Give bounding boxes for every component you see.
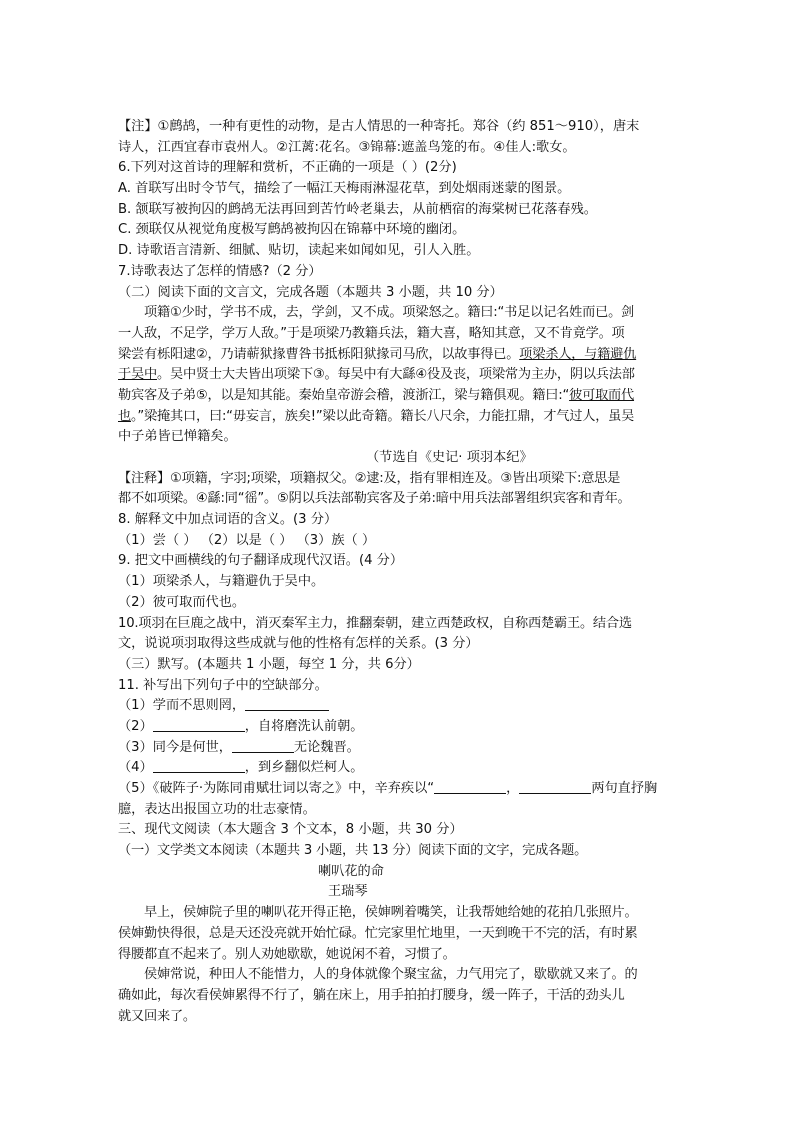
story-title: 喇叭花的命 <box>318 863 384 879</box>
question-8-stem: 8. 解释文中加点词语的含义。(3 分） <box>118 512 338 528</box>
answer-blank[interactable] <box>519 779 591 794</box>
underlined-sentence-1a: 项梁杀人，与籍避仇 <box>519 346 637 362</box>
underlined-sentence-2a: 彼可取而代 <box>569 387 635 403</box>
question-6-option-a: A. 首联写出时令节气，描绘了一幅江天梅雨淋湿花草，到处烟雨迷蒙的图景。 <box>118 181 571 197</box>
passage-line-4 <box>118 365 678 386</box>
question-11-item-5-text: （5）《破阵子·为陈同甫赋壮词以寄之》中，辛弃疾以“ <box>118 781 435 796</box>
question-6-option-c: C. 颈联仅从视觉角度极写鹧鸪被拘囚在锦幕中环境的幽闭。 <box>118 222 466 238</box>
passage-line-4-text: 。吴中贤士大夫皆出项梁下③。每吴中有大繇④役及丧，项梁常为主办，阴以兵法部 <box>156 367 635 383</box>
passage-line-5 <box>118 386 678 407</box>
question-11-stem: 11. 补写出下列句子中的空缺部分。 <box>118 677 328 693</box>
answer-blank[interactable] <box>245 696 329 711</box>
passage-line-6-text: 。”梁掩其口，曰:“毋妄言，族矣!”梁以此奇籍。籍长八尺余，力能扛鼎，才气过人，虽吴 <box>131 408 635 424</box>
question-9-sentence-1: （1）项梁杀人，与籍避仇于吴中。 <box>118 574 325 590</box>
question-8-items: （1）尝（ ） （2）以是（ ） （3）族（ ） <box>118 532 376 548</box>
question-11-item-3 <box>118 738 678 759</box>
story-p1-line-1: 早上，侯婶院子里的喇叭花开得正艳，侯婶咧着嘴笑，让我帮她给她的花拍几张照片。 <box>144 905 638 921</box>
story-p2-line-2: 确如此，每次看侯婶累得不行了，躺在床上，用手拍拍打腰身，缓一阵子，干活的劲头儿 <box>118 987 625 1003</box>
passage-line-7: 中子弟皆已惮籍矣。 <box>118 429 237 445</box>
question-11-item-1-text: （1）学而不思则罔， <box>118 698 246 714</box>
question-11-item-4-text: ，到乡翻似烂柯人。 <box>244 760 364 776</box>
question-6-option-b: B. 颔联写被拘囚的鹧鸪无法再回到苦竹岭老巢去，从前栖宿的海棠树已花落春残。 <box>118 201 597 217</box>
question-11-item-3-tail: 无论魏晋。 <box>293 739 360 755</box>
passage-line-1: 项籍①少时，学书不成，去，学剑，又不成。项梁怒之。籍曰:“书足以记名姓而已。剑 <box>144 305 635 321</box>
question-11-item-5-comma: ， <box>506 781 520 796</box>
answer-blank[interactable] <box>232 738 294 753</box>
story-p1-line-2: 侯婶勤快得很，总是天还没亮就开始忙碌。忙完家里忙地里，一天到晚干不完的活，有时累 <box>118 925 638 941</box>
question-11-item-3-text: （3）同今是何世， <box>118 739 232 755</box>
passage-line-5-text: 勒宾客及子弟⑤，以是知其能。秦始皇帝游会稽，渡浙江，梁与籍俱观。籍曰:“ <box>118 387 570 403</box>
underlined-sentence-1b: 于吴中 <box>118 367 157 383</box>
answer-blank[interactable] <box>153 717 245 732</box>
question-11-item-5-cont: 臆，表达出报国立功的壮志豪情。 <box>118 801 316 817</box>
question-9-stem: 9. 把文中画横线的句子翻译成现代汉语。(4 分） <box>118 553 404 569</box>
story-p2-line-3: 就又回来了。 <box>118 1008 196 1024</box>
passage-line-2: 一人敌，不足学，学万人敌。”于是项梁乃教籍兵法，籍大喜，略知其意，又不肯竟学。项 <box>118 325 625 341</box>
passage-line-3-text: 梁尝有栎阳逮②，乃请蕲狱掾曹咎书抵栎阳狱掾司马欣，以故事得已。 <box>118 346 520 362</box>
passage-line-3 <box>118 345 678 366</box>
question-11-item-5 <box>118 779 678 800</box>
text-note-line-2: 都不如项梁。④繇:同“徭”。⑤阴以兵法部勒宾客及子弟:暗中用兵法部署组织宾客和青年。 <box>118 491 631 507</box>
answer-blank[interactable] <box>434 779 506 794</box>
part-3-subheading: （一）文学类文本阅读（本题共 3 小题，共 13 分）阅读下面的文字，完成各题。 <box>118 843 588 859</box>
exam-page <box>118 117 678 1027</box>
underlined-sentence-2b: 也 <box>118 408 131 424</box>
question-11-item-1 <box>118 696 678 717</box>
question-7: 7.诗歌表达了怎样的情感?（2 分） <box>118 263 322 279</box>
question-6-option-d: D. 诗歌语言清新、细腻、贴切，读起来如闻如见，引人入胜。 <box>118 243 480 259</box>
question-9-sentence-2: （2）彼可取而代也。 <box>118 594 246 610</box>
story-author: 王瑞琴 <box>328 884 368 900</box>
question-11-item-2 <box>118 717 678 738</box>
section-2-heading: （二）阅读下面的文言文，完成各题（本题共 3 小题，共 10 分） <box>118 284 503 300</box>
story-p2-line-1: 侯婶常说，种田人不能惜力，人的身体就像个聚宝盆，力气用完了，歇歇就又来了。的 <box>144 967 638 983</box>
question-11-item-2-text: ，自将磨洗认前朝。 <box>244 718 364 734</box>
text-note-line-1: 【注释】①项籍，字羽;项梁，项籍叔父。②逮:及，指有罪相连及。③皆出项梁下:意思是 <box>118 470 621 486</box>
part-3-heading: 三、现代文阅读（本大题含 3 个文本，8 小题，共 30 分） <box>118 822 463 838</box>
section-3-heading: （三）默写。(本题共 1 小题，每空 1 分，共 6分） <box>118 656 420 672</box>
answer-blank[interactable] <box>153 758 245 773</box>
poem-note-line-2: 诗人，江西宜春市袁州人。②江蓠:花名。③锦幕:遮盖鸟笼的布。④佳人:歌女。 <box>118 139 576 155</box>
question-11-item-4-label: （4） <box>118 760 153 776</box>
question-11-item-5-tail: 两句直抒胸 <box>591 781 658 796</box>
question-10-line-1: 10.项羽在巨鹿之战中，消灭秦军主力，推翻秦朝，建立西楚政权，自称西楚霸王。结合选 <box>118 615 632 631</box>
passage-source: （节选自《史记· 项羽本纪》 <box>366 450 533 465</box>
question-6-stem: 6.下列对这首诗的理解和赏析，不正确的一项是（ ）(2分) <box>118 160 457 176</box>
question-11-item-4 <box>118 758 678 779</box>
question-10-line-2: 文，说说项羽取得这些成就与他的性格有怎样的关系。(3 分） <box>118 636 479 652</box>
passage-line-6 <box>118 407 678 428</box>
poem-note-line-1: 【注】①鹧鸪，一种有更性的动物，是古人情思的一种寄托。郑谷（约 851～910），唐末 <box>118 119 640 134</box>
question-11-item-2-label: （2） <box>118 718 153 734</box>
story-p1-line-3: 得腰都直不起来了。别人劝她歇歇，她说闲不着，习惯了。 <box>118 946 456 962</box>
